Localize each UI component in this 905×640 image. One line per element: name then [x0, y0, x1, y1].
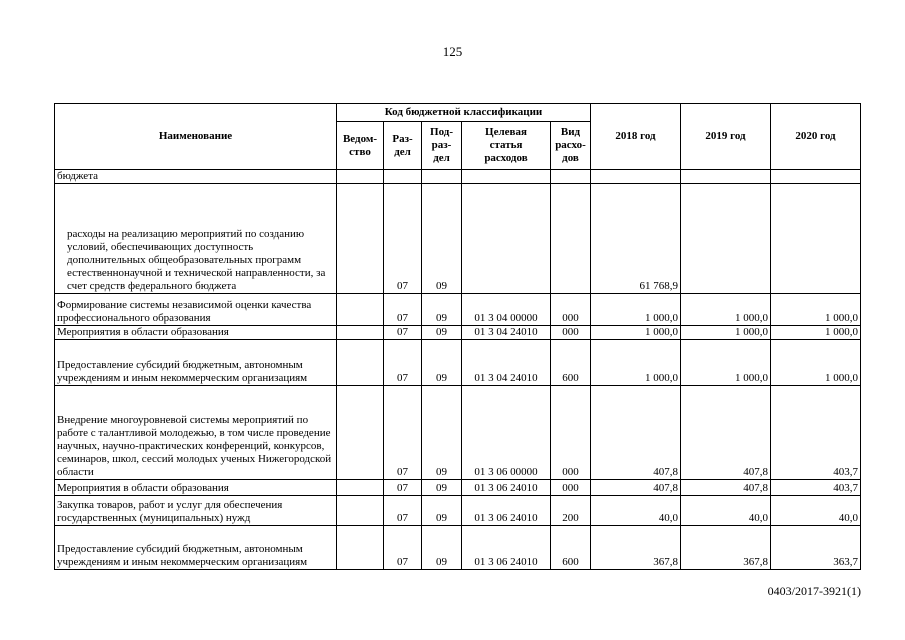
header-podrazdel: Под- раз- дел [422, 122, 462, 170]
table-body [55, 170, 861, 570]
cell-razdel: 07 [384, 184, 422, 294]
cell-name: Закупка товаров, работ и услуг для обеспечения государственных (муниципальных) нужд [55, 496, 337, 526]
cell-vid: 600 [551, 340, 591, 386]
cell-celevaya: 01 3 04 24010 [462, 340, 551, 386]
header-2020: 2020 год [771, 104, 861, 170]
cell-y2019: 1 000,0 [681, 294, 771, 326]
cell-vedomstvo [337, 496, 384, 526]
cell-name: Предоставление субсидий бюджетным, автономным учреждениям и иным некоммерческим организациям [55, 340, 337, 386]
cell-celevaya [462, 184, 551, 294]
cell-y2018: 1 000,0 [591, 294, 681, 326]
header-2018: 2018 год [591, 104, 681, 170]
header-name: Наименование [55, 104, 337, 170]
cell-y2018: 367,8 [591, 526, 681, 570]
cell-podrazdel [422, 170, 462, 184]
cell-podrazdel: 09 [422, 184, 462, 294]
cell-razdel: 07 [384, 480, 422, 496]
cell-y2018: 407,8 [591, 386, 681, 480]
cell-y2018: 407,8 [591, 480, 681, 496]
cell-vid: 000 [551, 326, 591, 340]
cell-y2020: 403,7 [771, 480, 861, 496]
cell-y2020: 1 000,0 [771, 340, 861, 386]
header-vedomstvo: Ведом- ство [337, 122, 384, 170]
cell-y2019: 407,8 [681, 386, 771, 480]
header-2019: 2019 год [681, 104, 771, 170]
cell-name: Предоставление субсидий бюджетным, автономным учреждениям и иным некоммерческим организациям [55, 526, 337, 570]
cell-celevaya: 01 3 04 00000 [462, 294, 551, 326]
cell-y2020: 40,0 [771, 496, 861, 526]
cell-podrazdel: 09 [422, 340, 462, 386]
cell-y2019: 367,8 [681, 526, 771, 570]
cell-vedomstvo [337, 294, 384, 326]
cell-vid: 600 [551, 526, 591, 570]
cell-razdel: 07 [384, 340, 422, 386]
cell-name: бюджета [55, 170, 337, 184]
cell-y2020: 403,7 [771, 386, 861, 480]
cell-vedomstvo [337, 326, 384, 340]
cell-y2018: 61 768,9 [591, 184, 681, 294]
cell-y2020 [771, 170, 861, 184]
cell-y2018 [591, 170, 681, 184]
cell-y2019 [681, 184, 771, 294]
cell-vid: 000 [551, 386, 591, 480]
cell-podrazdel: 09 [422, 326, 462, 340]
cell-y2018: 40,0 [591, 496, 681, 526]
cell-vid: 000 [551, 294, 591, 326]
cell-y2020: 363,7 [771, 526, 861, 570]
table-row [55, 340, 861, 386]
cell-y2020: 1 000,0 [771, 294, 861, 326]
header-kbk-group: Код бюджетной классификации [337, 104, 591, 122]
budget-table [54, 103, 861, 570]
cell-podrazdel: 09 [422, 526, 462, 570]
cell-vedomstvo [337, 386, 384, 480]
cell-y2019: 1 000,0 [681, 340, 771, 386]
cell-razdel [384, 170, 422, 184]
cell-podrazdel: 09 [422, 386, 462, 480]
cell-vid [551, 184, 591, 294]
cell-name: Формирование системы независимой оценки качества профессионального образования [55, 294, 337, 326]
cell-y2019 [681, 170, 771, 184]
cell-vid [551, 170, 591, 184]
cell-vedomstvo [337, 480, 384, 496]
cell-razdel: 07 [384, 294, 422, 326]
cell-podrazdel: 09 [422, 496, 462, 526]
cell-celevaya: 01 3 06 24010 [462, 496, 551, 526]
cell-vid: 000 [551, 480, 591, 496]
header-razdel: Раз- дел [384, 122, 422, 170]
cell-name: расходы на реализацию мероприятий по созданию условий, обеспечивающих доступность дополнительных общеобразовательных программ естественнонаучной и технической направленности, за счет средств федерального бюджета [55, 184, 337, 294]
cell-y2018: 1 000,0 [591, 340, 681, 386]
cell-y2020 [771, 184, 861, 294]
cell-podrazdel: 09 [422, 294, 462, 326]
cell-name: Мероприятия в области образования [55, 480, 337, 496]
cell-y2019: 407,8 [681, 480, 771, 496]
cell-razdel: 07 [384, 326, 422, 340]
page-number: 125 [442, 44, 463, 59]
cell-vedomstvo [337, 184, 384, 294]
cell-celevaya: 01 3 06 00000 [462, 386, 551, 480]
header-celevaya: Целевая статья расходов [462, 122, 551, 170]
cell-vedomstvo [337, 340, 384, 386]
cell-y2019: 40,0 [681, 496, 771, 526]
cell-name: Внедрение многоуровневой системы мероприятий по работе с талантливой молодежью, в том числе проведение научных, научно-практических конференций, конкурсов, семинаров, школ, сессий молодых ученых Нижегородской области [55, 386, 337, 480]
table-row [55, 184, 861, 294]
cell-y2018: 1 000,0 [591, 326, 681, 340]
cell-vedomstvo [337, 170, 384, 184]
cell-razdel: 07 [384, 386, 422, 480]
header-vid: Вид расхо- дов [551, 122, 591, 170]
cell-razdel: 07 [384, 526, 422, 570]
cell-y2019: 1 000,0 [681, 326, 771, 340]
cell-celevaya [462, 170, 551, 184]
cell-y2020: 1 000,0 [771, 326, 861, 340]
document-id: 0403/2017-3921(1) [767, 584, 861, 598]
cell-vedomstvo [337, 526, 384, 570]
cell-celevaya: 01 3 06 24010 [462, 526, 551, 570]
cell-razdel: 07 [384, 496, 422, 526]
cell-celevaya: 01 3 04 24010 [462, 326, 551, 340]
cell-podrazdel: 09 [422, 480, 462, 496]
cell-name: Мероприятия в области образования [55, 326, 337, 340]
cell-vid: 200 [551, 496, 591, 526]
table-row [55, 294, 861, 326]
cell-celevaya: 01 3 06 24010 [462, 480, 551, 496]
table-row [55, 170, 861, 184]
table-row [55, 326, 861, 340]
table-row [55, 386, 861, 480]
table-row [55, 496, 861, 526]
table-row [55, 480, 861, 496]
table-row [55, 526, 861, 570]
